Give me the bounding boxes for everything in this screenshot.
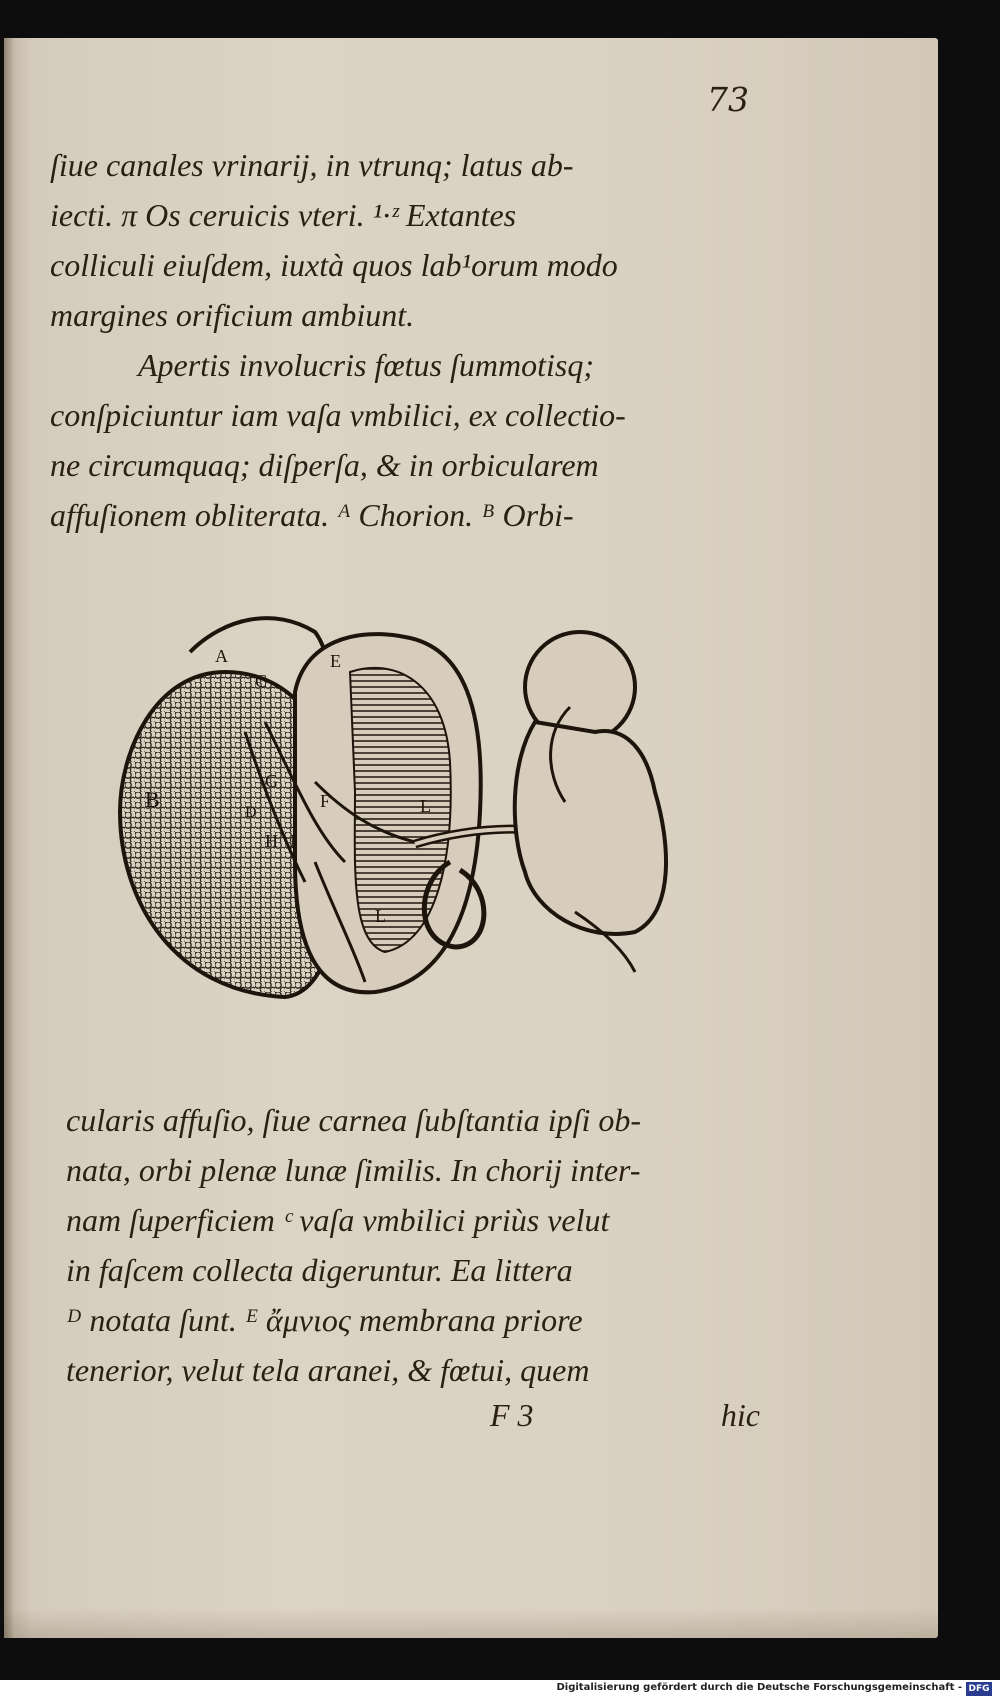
digitization-footer <box>0 1680 1000 1700</box>
text-line: cularis affuſio, ſiue carnea ſubſtantia ipſi ob- <box>66 1102 642 1138</box>
text-line: nam ſuperficiem ᶜ vaſa vmbilici priùs velut <box>66 1202 610 1238</box>
signature-line <box>490 1397 760 1434</box>
text-line: in faſcem collecta digeruntur. Ea littera <box>66 1252 573 1288</box>
figure-label: D <box>245 804 257 821</box>
text-line: colliculi eiuſdem, iuxtà quos lab¹orum modo <box>50 247 618 283</box>
figure-label: B <box>145 787 160 812</box>
text-block-bottom <box>66 1095 766 1395</box>
catchword: hic <box>720 1397 760 1433</box>
figure-label: C <box>255 671 268 691</box>
footer-credit: Digitalisierung gefördert durch die Deutsche Forschungsgemeinschaft - <box>556 1682 962 1693</box>
page-gutter <box>4 38 14 1638</box>
text-line: iecti. π Os ceruicis vteri. ¹·ᶻ Extantes <box>50 197 517 233</box>
anatomical-woodcut-figure <box>115 612 735 1002</box>
figure-label: L <box>375 906 386 926</box>
dfg-logo-icon: DFG <box>966 1682 992 1696</box>
signature-mark: F 3 <box>490 1397 534 1433</box>
text-line: ᴰ notata ſunt. ᴱ ἄμνιος membrana priore <box>66 1302 583 1338</box>
text-line: ne circumquaq; diſperſa, & in orbicularem <box>50 447 599 483</box>
text-line: margines orificium ambiunt. <box>50 297 415 333</box>
text-line: tenerior, velut tela aranei, & fœtui, quem <box>66 1352 590 1388</box>
text-block-top <box>50 140 760 540</box>
text-line: nata, orbi plenæ lunæ ſimilis. In chorij inter- <box>66 1152 641 1188</box>
figure-label: H <box>265 831 278 851</box>
text-line: affuſionem obliterata. ᴬ Chorion. ᴮ Orbi- <box>50 497 574 533</box>
page-shadow <box>4 1608 938 1638</box>
figure-label: G <box>265 771 278 791</box>
figure-label: F <box>320 791 331 811</box>
figure-label: L <box>420 796 431 816</box>
text-line: ſiue canales vrinarij, in vtrunq; latus ab- <box>50 147 574 183</box>
text-line: Apertis involucris fœtus ſummotisq; <box>138 347 594 383</box>
page-number: 73 <box>707 80 749 119</box>
figure-label: A <box>215 646 228 666</box>
figure-label: E <box>330 651 341 671</box>
figure-label: I <box>290 831 296 851</box>
fetus-body <box>515 722 666 934</box>
text-line: conſpiciuntur iam vaſa vmbilici, ex collectio- <box>50 397 626 433</box>
